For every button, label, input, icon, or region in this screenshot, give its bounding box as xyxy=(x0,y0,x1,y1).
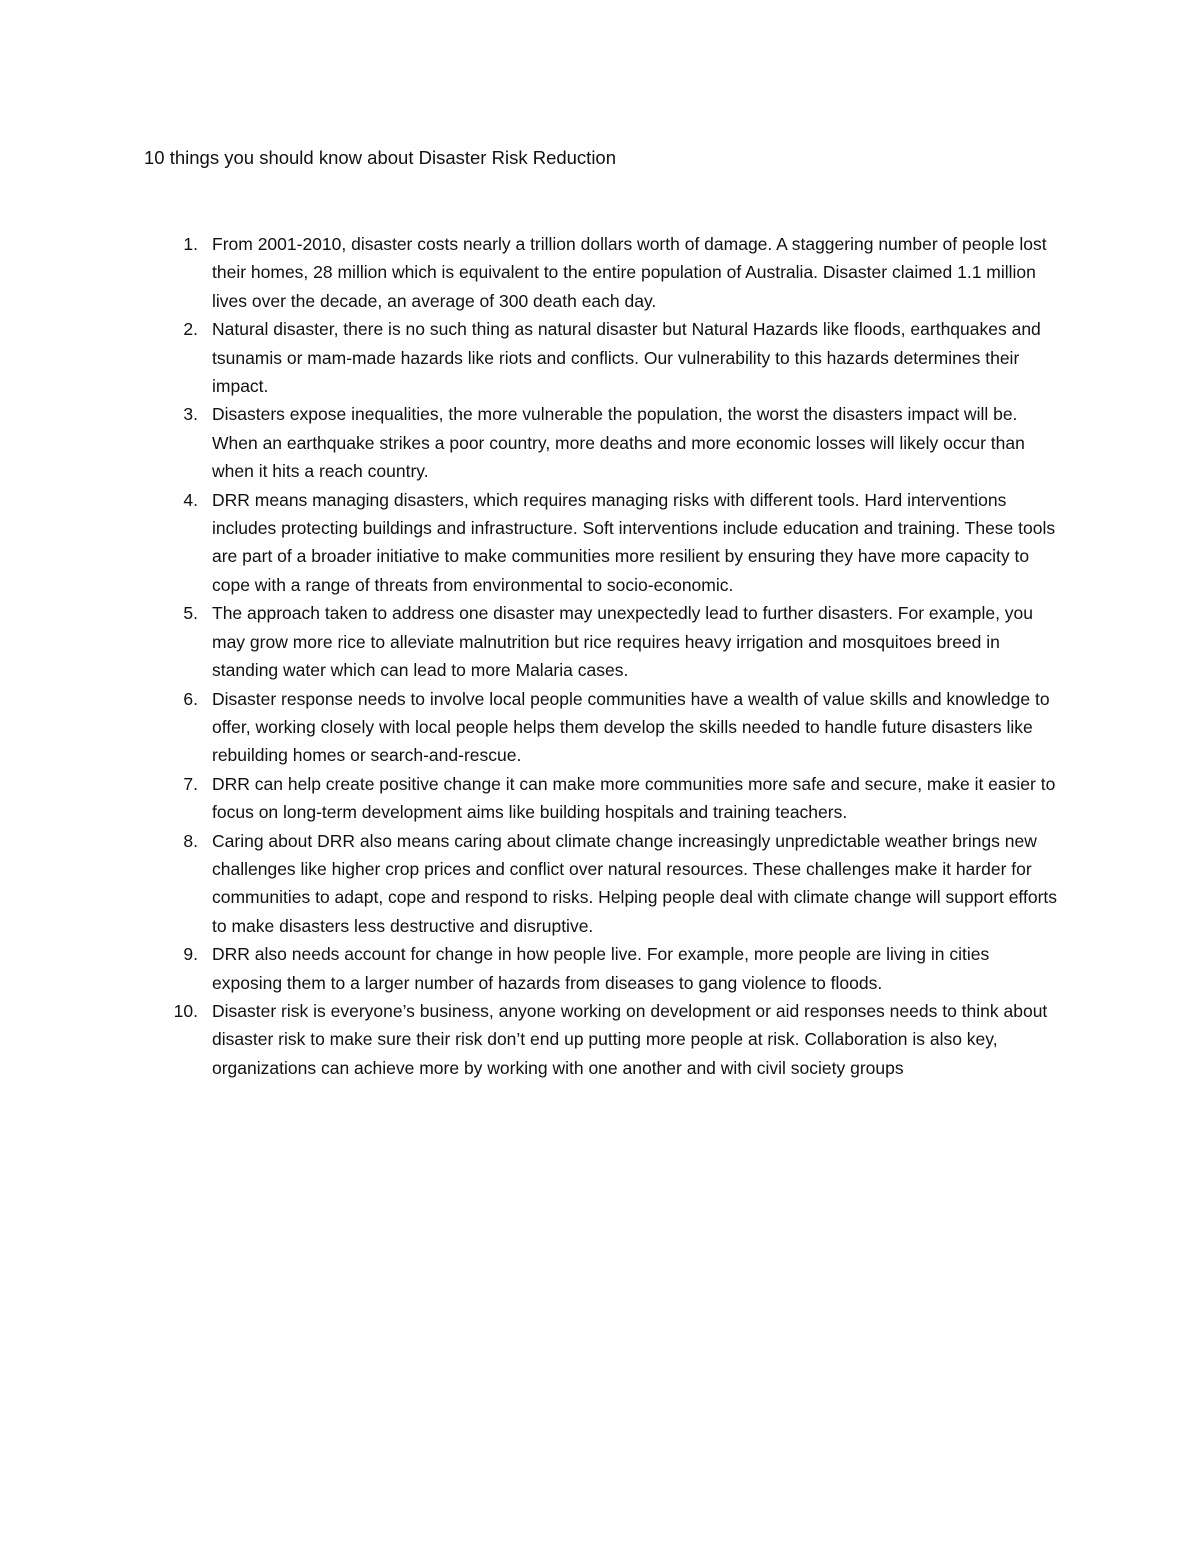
list-item-number: 10. xyxy=(173,1000,198,1021)
list-item-number: 8. xyxy=(183,830,198,851)
list-item-text: The approach taken to address one disaster may unexpectedly lead to further disasters. For example, you may grow more rice to alleviate malnutrition but rice requires heavy irrigation and mosquitoes breed in standing water which can lead to more Malaria cases. xyxy=(212,603,1034,681)
list-item-text: Natural disaster, there is no such thing as natural disaster but Natural Hazards like floods, earthquakes and tsunamis or mam-made hazards like riots and conflicts. Our vulnerability to this hazards determines their impact. xyxy=(212,319,1041,397)
list-item-text: DRR means managing disasters, which requires managing risks with different tools. Hard interventions includes protecting buildings and infrastructure. Soft interventions include education and training. These tools are part of a broader initiative to make communities more resilient by ensuring they have more capacity to cope with a range of threats from environmental to socio-economic. xyxy=(212,489,1056,595)
list-item xyxy=(144,940,1064,997)
list-item-number: 5. xyxy=(183,603,198,624)
list-item-number: 4. xyxy=(183,489,198,510)
list-item xyxy=(144,997,1064,1082)
list-item-text: From 2001-2010, disaster costs nearly a trillion dollars worth of damage. A staggering number of people lost their homes, 28 million which is equivalent to the entire population of Australia. Disaster claimed 1.1 million lives over the decade, an average of 300 death each day. xyxy=(212,234,1047,311)
list-item-number: 7. xyxy=(183,773,198,794)
list-item xyxy=(144,230,1064,315)
list-item-text: Disaster response needs to involve local people communities have a wealth of value skills and knowledge to offer, working closely with local people helps them develop the skills needed to handle future disasters like rebuilding homes or search-and-rescue. xyxy=(212,688,1050,766)
list-item-text: Disaster risk is everyone’s business, anyone working on development or aid responses needs to think about disaster risk to make sure their risk don’t end up putting more people at risk. Collaboration is also key, organizations can achieve more by working with one another and with civil society groups xyxy=(212,1000,1048,1078)
list-item-number: 3. xyxy=(183,404,198,425)
document-title: 10 things you should know about Disaster Risk Reduction xyxy=(144,147,617,168)
list-item-text: DRR can help create positive change it can make more communities more safe and secure, make it easier to focus on long-term development aims like building hospitals and training teachers. xyxy=(212,773,1056,823)
list-item xyxy=(144,770,1064,827)
list-item-text: Disasters expose inequalities, the more vulnerable the population, the worst the disasters impact will be. When an earthquake strikes a poor country, more deaths and more economic losses will likely occur than when it hits a reach country. xyxy=(212,404,1025,482)
list-item xyxy=(144,599,1064,684)
list-item xyxy=(144,685,1064,770)
list-item-text: Caring about DRR also means caring about climate change increasingly unpredictable weather brings new challenges like higher crop prices and conflict over natural resources. These challenges make it harder for communities to adapt, cope and respond to risks. Helping people deal with climate change will support efforts to make disasters less destructive and disruptive. xyxy=(212,830,1058,936)
list-item-number: 6. xyxy=(183,688,198,709)
list-item-number: 2. xyxy=(183,319,198,340)
list-item xyxy=(144,400,1064,485)
list-item-number: 1. xyxy=(183,234,198,254)
list-item-text: DRR also needs account for change in how people live. For example, more people are living in cities exposing them to a larger number of hazards from diseases to gang violence to floods. xyxy=(212,944,990,993)
numbered-list xyxy=(144,230,1064,1082)
list-item xyxy=(144,486,1064,600)
list-item xyxy=(144,827,1064,941)
list-item-number: 9. xyxy=(183,944,198,965)
list-item xyxy=(144,315,1064,400)
